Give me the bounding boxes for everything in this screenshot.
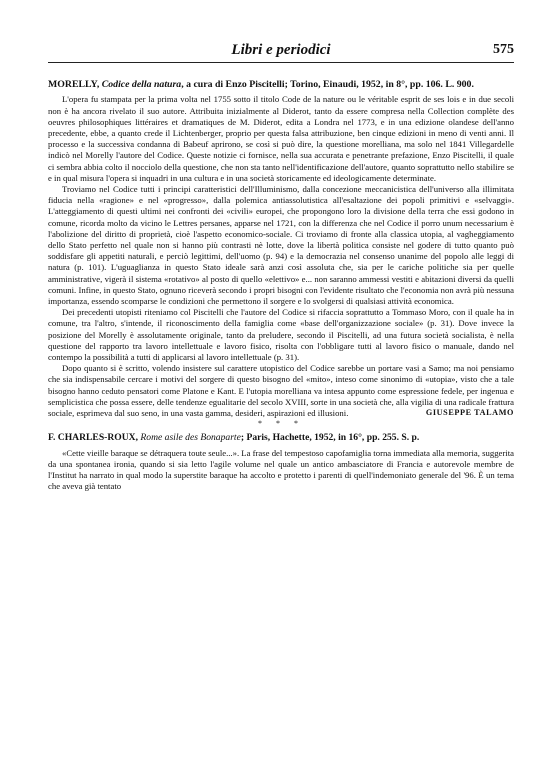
- citation-author: MORELLY,: [48, 79, 100, 90]
- review-charles-roux: [48, 432, 514, 492]
- citation-details: , a cura di Enzo Piscitelli; Torino, Einaudi, 1952, in 8°, pp. 106. L. 900.: [181, 79, 474, 90]
- page-number: 575: [493, 42, 514, 57]
- running-header: [48, 40, 514, 63]
- review-paragraph: Dopo quanto si è scritto, volendo insistere sul carattere utopistico del Codice sarebbe un portare vasi a Samo; ma noi pensiamo che sia indispensabile cercare i motivi del sorgere di questo bisogno del «mito», inteso come sinonimo di «utopia», visto che a tale bisogno hanno ceduto pensatori come Platone e Kant. E l'utopia morelliana va intesa appunto come espressione fedele, per ingenua e semplicistica che possa essere, delle tendenze egualitarie del secolo XVIII, sorte in una società che, alla vigilia di una radicale frattura sociale, esprimeva dal suo seno, in una vasta gamma, desideri, aspirazioni ed illusioni.: [48, 363, 514, 419]
- citation-details: ; Paris, Hachette, 1952, in 16°, pp. 255. S. p.: [240, 432, 420, 444]
- citation-title: Codice della natura: [101, 79, 182, 90]
- citation-title: Rome asile des Bonaparte: [140, 432, 241, 444]
- review-morelly: [48, 79, 514, 417]
- book-page: [48, 40, 514, 493]
- citation-author: F. CHARLES-ROUX,: [48, 432, 138, 444]
- review-body: [48, 448, 514, 493]
- review-paragraph: Troviamo nel Codice tutti i principi caratteristici dell'Illuminismo, dalla concezione meccanicistica dell'universo alla illimitata fiducia nella «ragione» e nel «progresso», dalla polemica antiassolutistica all'esaltazione dei popoli primitivi e «selvaggi». L'atteggiamento di questi ultimi nei confronti dei «civili» europei, che propongono loro la divisione della terra che essi godono in comune, ricorda molto da vicino le Lettres persanes, apparse nel 1721, con la differenza che nel Codice il porro unum necessarium è l'abolizione del diritto di proprietà, cioè l'aspetto economico-sociale. Ci troviamo di fronte alla classica utopia, al vagheggiamento dello Stato perfetto nel quale non si hanno più contrasti nè lotte, dove la libertà politica consiste nel godere di tutto quanto può soddisfare gli appetiti naturali, e perciò legittimi, dell'uomo (p. 94) e la democrazia nel consenso unanime del popolo alle leggi di natura (p. 101). L'uguaglianza in questo Stato ideale sarà anzi così assoluta che, sia per le cariche politiche sia per quelle amministrative, vigerà il sistema «rotativo» al posto di quello «elettivo» e... non saranno ammessi vestiti e abitazioni diversi da quelli comuni. Infine, in questo Stato, ognuno riceverà secondo i propri bisogni con l'evidente risultato che l'economia non avrà più nessuna importanza, essendo scomparse le condizioni che permettono il sorgere e lo svolgersi di qualsiasi attività economica.: [48, 184, 514, 307]
- review-citation: [48, 432, 514, 444]
- review-citation: [48, 79, 514, 91]
- review-body: [48, 94, 514, 419]
- running-title: Libri e periodici: [231, 42, 331, 58]
- review-paragraph: Dei precedenti utopisti riteniamo col Piscitelli che l'autore del Codice si rifaccia soprattutto a Tommaso Moro, con il quale ha in comune, tra l'altro, s'intende, il riconoscimento della famiglia come «base dell'organizzazione sociale» (p. 31). Dove invece la posizione del Morelly è assolutamente originale, tanto da preludere, secondo il Piscitelli, ad una futura società socialista, è nella questione del rapporto tra lavoro intellettuale e lavoro fisico, risolta con l'obbligare tutti al lavoro fisico o manuale, dando nel contempo la possibilità a tutti di applicarsi al lavoro intellettuale (p. 31).: [48, 307, 514, 363]
- review-paragraph: «Cette vieille baraque se détraquera toute seule...». La frase del tempestoso capofamiglia torna immediata alla memoria, suggerita da una spontanea ironia, quando si sia letto l'agile volume nel quale un antico ambasciatore di Francia e autorevole membre de l'Institut ha narrato in qual modo la superstite baraque ha accolto e protetto i parenti di quell'indemoniato generale del '96. È un tema che aveva già tentato: [48, 447, 514, 492]
- reviewer-signature: GIUSEPPE TALAMO: [425, 408, 514, 418]
- review-paragraph: L'opera fu stampata per la prima volta nel 1755 sotto il titolo Code de la nature ou le véritable esprit de ses lois e in due secoli non è ha ancora rivelato il suo autore. Attribuita inizialmente al Diderot, tanto da essere compresa nella Collection complète des oeuvres philosophiques littéraires et dramatiques de M. Diderot, edita a Londra nel 1773, e in una edizione olandese dell'anno precedente, ebbe, a quanto crede il Lichtenberger, proprio per questa falsa attribuzione, ben cinque edizioni in meno di venti anni. Il processo e la successiva condanna di Babeuf aprirono, se così si può dire, la questione morelliana, ma solo nel 1841 Villegardelle indicò nel Morelly l'autore del Codice. Queste notizie ci fornisce, nella sua accurata e penetrante prefazione, Enzo Piscitelli, il quale ci sembra abbia colto il nocciolo della questione, che non sta tanto nell'identificazione dell'autore, quanto soprattutto nello stabilire se e in qual misura l'opera si inquadri in una cultura e in una società storicamente ed ideologicamente determinate.: [48, 94, 514, 183]
- section-divider: * * *: [258, 419, 304, 429]
